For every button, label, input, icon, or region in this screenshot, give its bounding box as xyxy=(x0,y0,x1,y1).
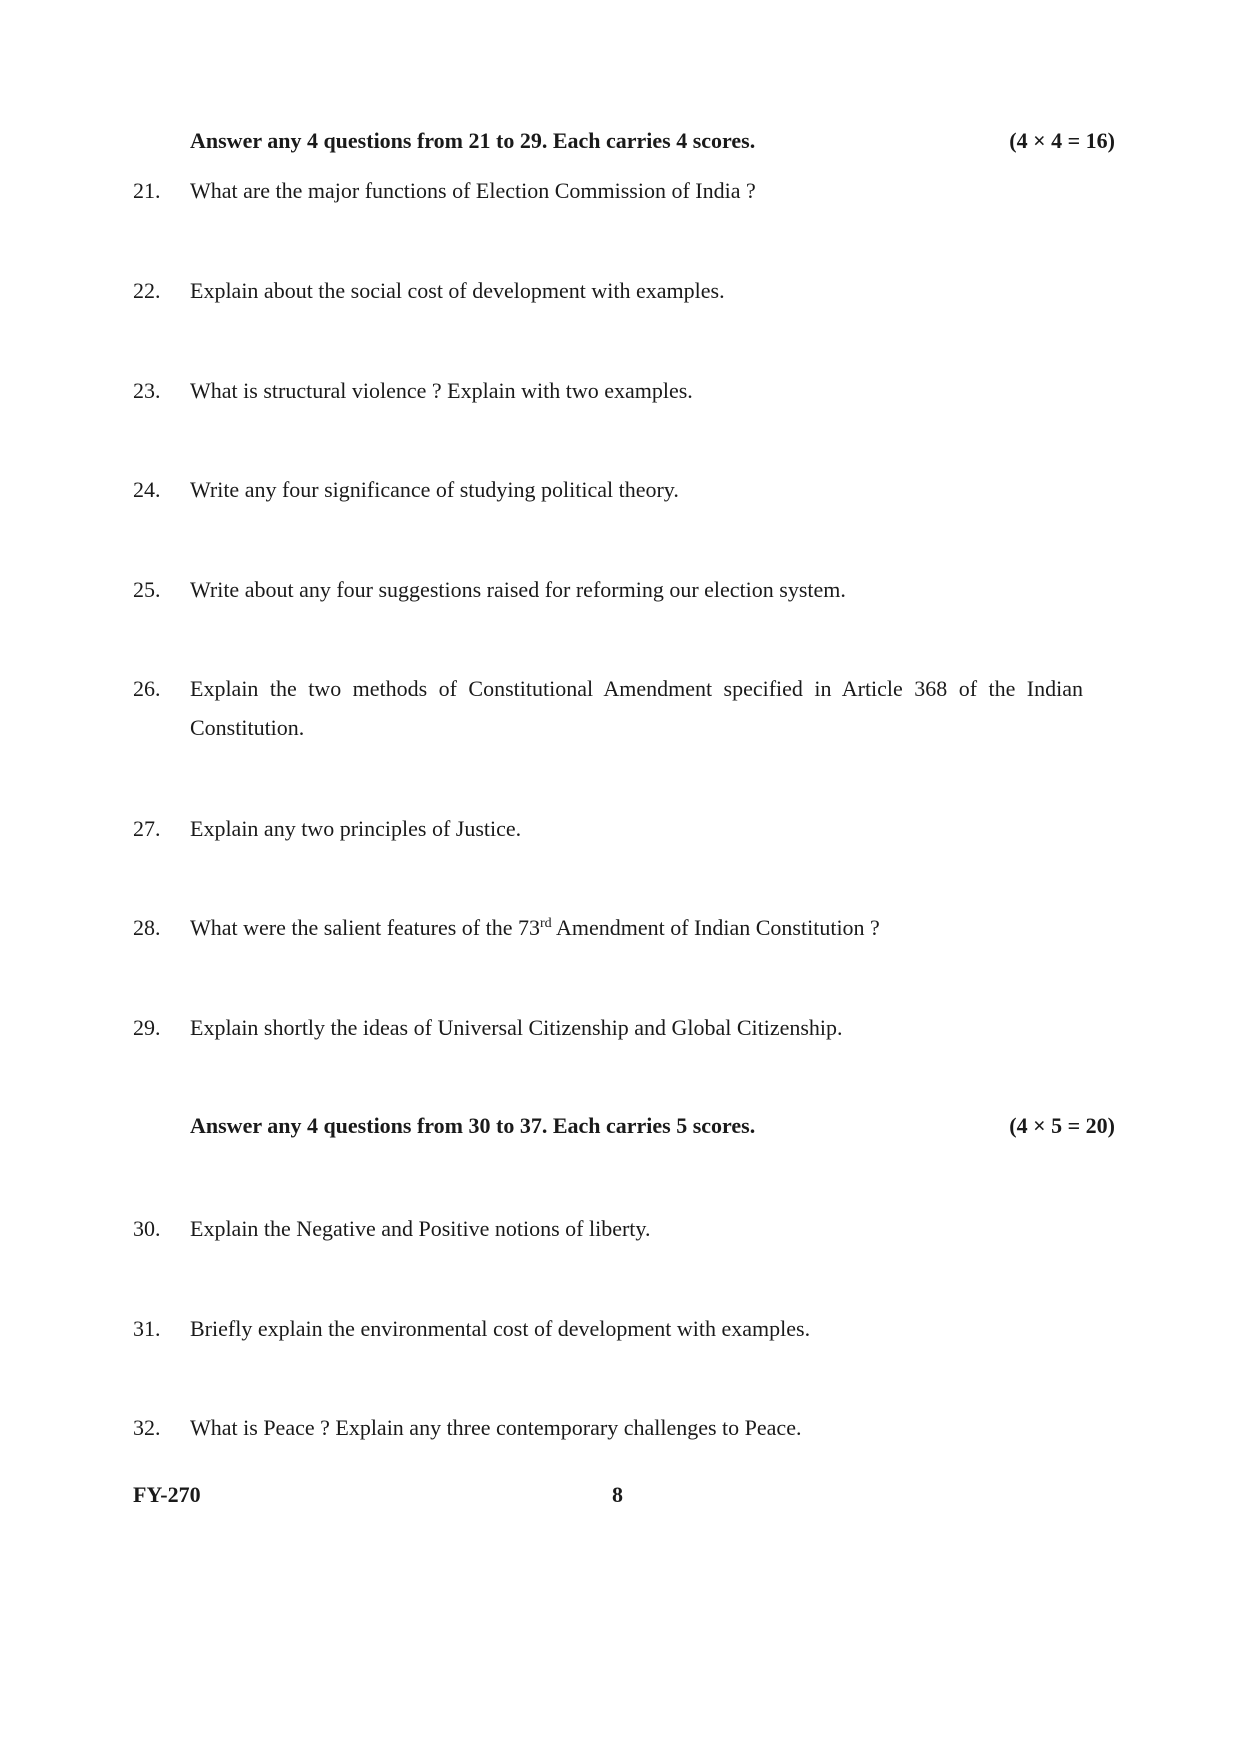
question-text: Explain the Negative and Positive notions of liberty. xyxy=(190,1216,651,1241)
question-number: 21. xyxy=(133,178,161,203)
question-32 xyxy=(133,1408,1083,1447)
question-number: 31. xyxy=(133,1316,161,1341)
question-text: Write about any four suggestions raised for reforming our election system. xyxy=(190,577,846,602)
question-number: 27. xyxy=(133,816,161,841)
question-text: Explain shortly the ideas of Universal Citizenship and Global Citizenship. xyxy=(190,1015,843,1040)
section-score: (4 × 4 = 16) xyxy=(1009,128,1115,153)
section-score: (4 × 5 = 20) xyxy=(1009,1113,1115,1138)
question-text: What is Peace ? Explain any three contemporary challenges to Peace. xyxy=(190,1415,802,1440)
section-instruction: Answer any 4 questions from 21 to 29. Each carries 4 scores. xyxy=(190,128,756,153)
question-number: 25. xyxy=(133,577,161,602)
question-number: 28. xyxy=(133,915,161,940)
question-21 xyxy=(133,171,1083,210)
question-25 xyxy=(133,570,1083,609)
question-text: Briefly explain the environmental cost of development with examples. xyxy=(190,1316,811,1341)
question-text: Explain the two methods of Constitutional Amendment specified in Article 368 of the Indian Constitution. xyxy=(190,676,1083,740)
ordinal-suffix: rd xyxy=(540,916,552,931)
question-text: Write any four significance of studying political theory. xyxy=(190,477,679,502)
question-text-part: What were the salient features of the 73 xyxy=(190,915,541,940)
question-text: What is structural violence ? Explain with two examples. xyxy=(190,378,693,403)
question-22 xyxy=(133,271,1083,310)
question-number: 30. xyxy=(133,1216,161,1241)
question-31 xyxy=(133,1309,1083,1348)
question-text: What are the major functions of Election Commission of India ? xyxy=(190,178,756,203)
question-30 xyxy=(133,1209,1083,1248)
question-number: 32. xyxy=(133,1415,161,1440)
question-27 xyxy=(133,809,1083,848)
question-text xyxy=(190,908,1083,947)
question-23 xyxy=(133,371,1083,410)
question-number: 29. xyxy=(133,1015,161,1040)
question-text-part: Amendment of Indian Constitution ? xyxy=(551,915,880,940)
question-number: 23. xyxy=(133,378,161,403)
question-number: 26. xyxy=(133,676,161,701)
question-24 xyxy=(133,470,1083,509)
question-text: Explain about the social cost of development with examples. xyxy=(190,278,725,303)
question-29 xyxy=(133,1008,1083,1047)
question-number: 24. xyxy=(133,477,161,502)
paper-code: FY-270 xyxy=(133,1482,201,1507)
question-text: Explain any two principles of Justice. xyxy=(190,816,522,841)
question-number: 22. xyxy=(133,278,161,303)
section-instruction: Answer any 4 questions from 30 to 37. Each carries 5 scores. xyxy=(190,1113,756,1138)
question-26 xyxy=(133,669,1083,747)
question-28 xyxy=(133,908,1083,947)
page-number: 8 xyxy=(612,1482,623,1507)
